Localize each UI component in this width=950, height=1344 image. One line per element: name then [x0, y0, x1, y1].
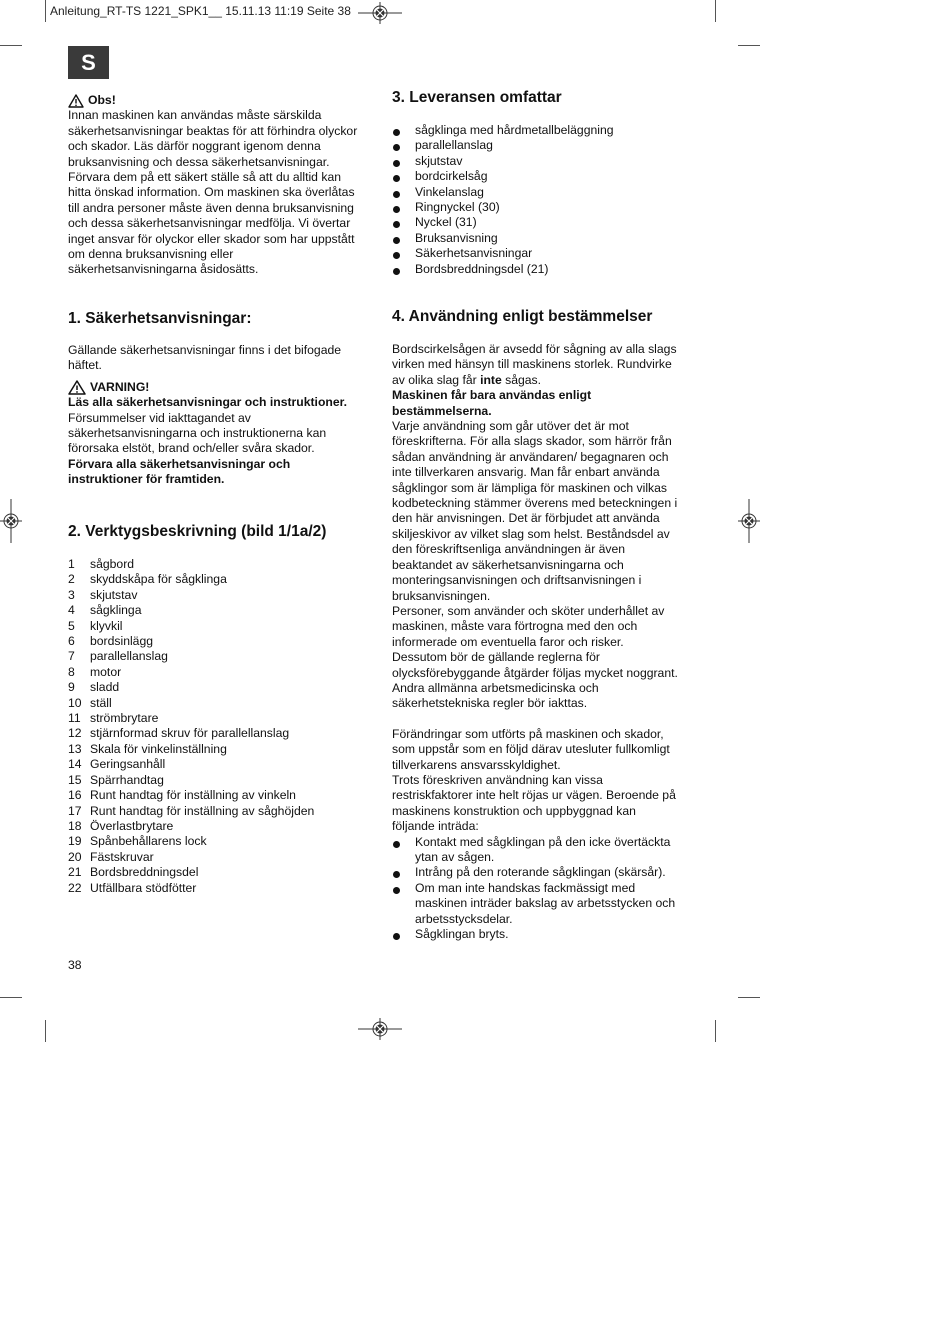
- list-item: Vinkelanslag: [392, 185, 697, 200]
- section-1-intro: Gällande säkerhetsanvisningar finns i det bifogade häftet.: [68, 343, 342, 373]
- tool-parts-list: [68, 557, 373, 896]
- list-item: 4 sågklinga: [68, 603, 142, 618]
- section-3: [392, 88, 697, 277]
- crop-mark: [45, 1020, 46, 1042]
- list-item: 11 strömbrytare: [68, 711, 159, 726]
- section-4: [392, 307, 697, 942]
- risk-list: [392, 835, 697, 943]
- list-item: skjutstav: [392, 154, 697, 169]
- list-item: bordcirkelsåg: [392, 169, 697, 184]
- list-item: 9 sladd: [68, 680, 120, 695]
- crop-mark: [715, 1020, 716, 1042]
- section-1-title: 1. Säkerhetsanvisningar:: [68, 310, 252, 327]
- list-item: 18 Överlastbrytare: [68, 818, 174, 833]
- list-item: Ringnyckel (30): [392, 200, 697, 215]
- list-item: sågklinga med hårdmetallbeläggning: [392, 123, 697, 138]
- list-item: 5 klyvkil: [68, 618, 123, 633]
- list-item: 6 bordsinlägg: [68, 634, 154, 649]
- warning-bold-text: Läs alla säkerhetsanvisningar och instruktioner.: [68, 395, 348, 410]
- list-item: 16 Runt handtag för inställning av vinkeln: [68, 788, 296, 803]
- list-item: 20 Fästskruvar: [68, 849, 154, 864]
- warning-triangle-icon: [68, 380, 86, 395]
- section-2: [68, 522, 373, 896]
- section-2-title: 2. Verktygsbeskrivning (bild 1/1a/2): [68, 523, 327, 540]
- list-item: Intrång på den roterande sågklingan (skärsår).: [392, 865, 697, 880]
- warning-title: VARNING!: [90, 379, 150, 394]
- obs-text: Innan maskinen kan användas måste särskilda säkerhetsanvisningar beaktas för att förhindra olyckor och skador. Läs därför noggrant igenom denna bruksanvisning och dessa säkerhetsanvisningar. Förvara dem på ett säkert ställe så att du alltid kan hitta önskad information. Om maskinen ska överlåtas till andra personer måste även denna bruksanvisning och dessa säkerhetsanvisningar medfölja. Vi övertar inget ansvar för olyckor eller skador som har uppstått om denna bruksanvisning eller säkerhetsanvisningarna åsidosätts.: [68, 108, 358, 277]
- list-item: 21 Bordsbreddningsdel: [68, 865, 199, 880]
- print-header: Anleitung_RT-TS 1221_SPK1__ 15.11.13 11:19 Seite 38: [50, 4, 351, 18]
- delivery-list: [392, 123, 697, 277]
- modifications-paragraph: Förändringar som utförts på maskinen och skador, som uppstår som en följd därav utesluter fullkomligt tillverkarens ansvarsskyldighet. Trots föreskriven användning kan vissa restriskfaktorer inte helt röjas ur vägen. Beroende på maskinens konstruktion och uppbyggnad kan följande inträda:: [392, 726, 676, 834]
- list-item: Bruksanvisning: [392, 231, 697, 246]
- list-item: Nyckel (31): [392, 215, 697, 230]
- list-item: 15 Spärrhandtag: [68, 772, 164, 787]
- crop-mark: [715, 0, 716, 22]
- warning-heading: [68, 380, 373, 395]
- list-item: Bordsbreddningsdel (21): [392, 262, 697, 277]
- obs-heading: [68, 93, 373, 108]
- section-3-title: 3. Leveransen omfattar: [392, 89, 562, 106]
- warning-text: Försummelser vid iakttagandet av säkerhetsanvisningarna och instruktionerna kan förorsaka elstöt, brand och/eller svåra skador.: [68, 410, 327, 456]
- keep-instructions-text: Förvara alla säkerhetsanvisningar och instruktioner för framtiden.: [68, 456, 291, 487]
- usage-paragraph: Varje användning som går utöver det är mot föreskrifterna. För alla slags skador, som härrör från sådan användning är användaren/ begagnaren och inte tillverkaren ansvarig. Man får enbart använda sågklingor som är lämpliga för maskinen och vilkas kodbeteckning stämmer överens med beteckningen i den här anvisningen. Det är förbjudet att använda skiljeskivor av vilket slag som helst. Beståndsdel av den föreskriftsenliga användningen är även beaktandet av säkerhetsanvisningarna och monteringsanvisningen och driftsanvisningen i bruksanvisningen. Personer, som använder och sköter underhållet av maskinen, måste vara förtrogna med den och informerade om eventuella faror och risker. Dessutom bör de gällande reglerna för olycksförebyggande åtgärder följas mycket noggrant. Andra allmänna arbetsmedicinska och säkerhetstekniska regler bör iakttas.: [392, 419, 678, 711]
- obs-title: Obs!: [88, 93, 116, 107]
- crop-mark: [738, 997, 760, 998]
- list-item: 19 Spånbehållarens lock: [68, 834, 207, 849]
- warning-triangle-icon: [68, 94, 84, 108]
- registration-mark-icon: [358, 2, 402, 24]
- list-item: Säkerhetsanvisningar: [392, 246, 697, 261]
- section-4-title: 4. Användning enligt bestämmelser: [392, 308, 653, 325]
- section-1: [68, 309, 373, 488]
- obs-block: [68, 93, 373, 278]
- language-tab: S: [68, 46, 109, 79]
- list-item: 7 parallellanslag: [68, 649, 168, 664]
- registration-mark-icon: [0, 499, 22, 543]
- list-item: 2 skyddskåpa för sågklinga: [68, 572, 227, 587]
- list-item: 10 ställ: [68, 695, 112, 710]
- page-number: 38: [68, 958, 82, 972]
- crop-mark: [0, 45, 22, 46]
- list-item: 17 Runt handtag för inställning av såghöjden: [68, 803, 315, 818]
- registration-mark-icon: [358, 1018, 402, 1040]
- list-item: parallellanslag: [392, 138, 697, 153]
- list-item: 1 sågbord: [68, 557, 135, 571]
- list-item: 22 Utfällbara stödfötter: [68, 880, 197, 895]
- list-item: Om man inte handskas fackmässigt med maskinen inträder bakslag av arbetsstycken och arbetsstycksdelar.: [392, 881, 697, 927]
- list-item: 8 motor: [68, 664, 122, 679]
- crop-mark: [738, 45, 760, 46]
- crop-mark: [45, 0, 46, 22]
- list-item: 3 skjutstav: [68, 587, 138, 602]
- list-item: Kontakt med sågklingan på den icke övertäckta ytan av sågen.: [392, 835, 697, 866]
- intended-use-text: Bordscirkelsågen är avsedd för sågning av alla slags virken med hänsyn till maskinens storlek. Rundvirke av olika slag får inte sågas.: [392, 342, 677, 387]
- list-item: 12 stjärnformad skruv för parallellanslag: [68, 726, 290, 741]
- list-item: Sågklingan bryts.: [392, 927, 697, 942]
- list-item: 13 Skala för vinkelinställning: [68, 741, 227, 756]
- crop-mark: [0, 997, 22, 998]
- registration-mark-icon: [738, 499, 760, 543]
- intended-use-bold: Maskinen får bara användas enligt bestämmelserna.: [392, 388, 592, 418]
- list-item: 14 Geringsanhåll: [68, 757, 166, 772]
